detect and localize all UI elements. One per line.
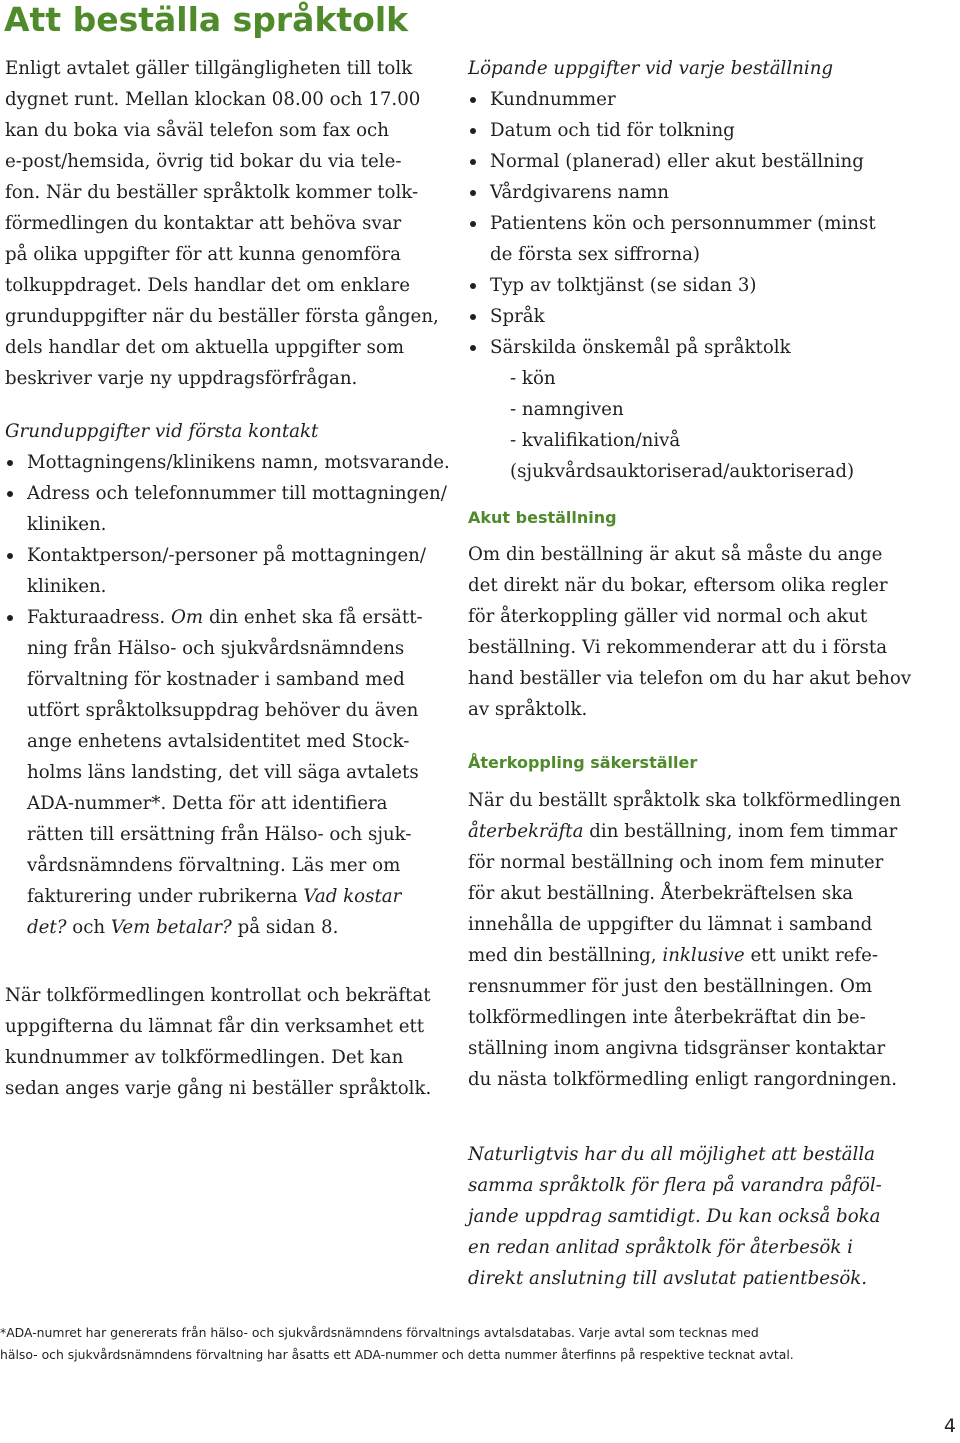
left-column xyxy=(5,53,455,1104)
list-item-continuation: ange enhetens avtalsidentitet med Stock- xyxy=(27,731,410,752)
text-line: När du beställt språktolk ska tolkförmedlingen xyxy=(468,790,901,811)
text-line xyxy=(468,940,938,971)
list-item-continuation: kliniken. xyxy=(27,514,107,535)
text-span: Fakturaadress. xyxy=(27,607,171,628)
page-number: 4 xyxy=(943,1415,956,1437)
aterkoppling-paragraph xyxy=(468,785,938,1095)
text-line: för återkoppling gäller vid normal och akut xyxy=(468,606,868,627)
text-line: grunduppgifter när du beställer första gången, xyxy=(5,306,439,327)
italic-span: det? xyxy=(27,917,67,938)
italic-note xyxy=(468,1139,938,1294)
list-item-continuation: utfört språktolksuppdrag behöver du även xyxy=(27,700,419,721)
list-item: Särskilda önskemål på språktolk xyxy=(468,332,938,363)
footnote-line: hälso- och sjukvårdsnämndens förvaltning har åsatts ett ADA-nummer och detta nummer återfinns på respektive tecknat avtal. xyxy=(0,1347,794,1362)
text-line: sedan anges varje gång ni beställer språktolk. xyxy=(5,1078,432,1099)
list-item-continuation: rätten till ersättning från Hälso- och sjuk- xyxy=(27,824,412,845)
text-line: på olika uppgifter för att kunna genomföra xyxy=(5,244,401,265)
list-item-continuation: kliniken. xyxy=(27,576,107,597)
list-item-continuation: ning från Hälso- och sjukvårdsnämndens xyxy=(27,638,405,659)
text-line: dels handlar det om aktuella uppgifter som xyxy=(5,337,405,358)
text-span: med din beställning, xyxy=(468,945,663,966)
page-title: Att beställa språktolk xyxy=(4,0,409,39)
list-item: Vårdgivarens namn xyxy=(468,177,938,208)
intro-paragraph xyxy=(5,53,455,394)
text-line xyxy=(468,816,938,847)
text-line: det direkt när du bokar, eftersom olika regler xyxy=(468,575,888,596)
sub-item: (sjukvårdsauktoriserad/auktoriserad) xyxy=(510,461,855,482)
text-line: fon. När du beställer språktolk kommer tolk- xyxy=(5,182,419,203)
list-item: Mottagningens/klinikens namn, motsvarande. xyxy=(5,447,455,478)
list-item-continuation: ADA-nummer*. Detta för att identifiera xyxy=(27,793,388,814)
list-item-continuation: vårdsnämndens förvaltning. Läs mer om xyxy=(27,855,401,876)
akut-heading: Akut beställning xyxy=(468,508,617,527)
text-line: av språktolk. xyxy=(468,699,588,720)
list-item: Språk xyxy=(468,301,938,332)
list-item-continuation: de första sex siffrorna) xyxy=(490,244,701,265)
text-line: Naturligtvis har du all möjlighet att beställa xyxy=(468,1144,875,1165)
sub-item: - kvalifikation/nivå xyxy=(510,430,681,451)
text-line: en redan anlitad språktolk för återbesök i xyxy=(468,1237,853,1258)
footnote-line: *ADA-numret har genererats från hälso- och sjukvårdsnämndens förvaltnings avtalsdatabas. Varje avtal som tecknas med xyxy=(0,1325,759,1340)
list-item-continuation: holms läns landsting, det vill säga avtalets xyxy=(27,762,419,783)
list-item-continuation: förvaltning för kostnader i samband med xyxy=(27,669,405,690)
list-item: Typ av tolktjänst (se sidan 3) xyxy=(468,270,938,301)
text-line: direkt anslutning till avslutat patientbesök. xyxy=(468,1268,868,1289)
text-line: tolkuppdraget. Dels handlar det om enklare xyxy=(5,275,410,296)
text-line: e-post/hemsida, övrig tid bokar du via tele- xyxy=(5,151,402,172)
italic-span: återbekräfta xyxy=(468,821,584,842)
italic-span: Vem betalar? xyxy=(110,917,232,938)
text-line: hand beställer via telefon om du har akut behov xyxy=(468,668,912,689)
italic-span: Om xyxy=(170,607,204,628)
text-line: Enligt avtalet gäller tillgängligheten till tolk xyxy=(5,58,413,79)
list-item xyxy=(5,602,455,633)
right-column xyxy=(468,53,938,1294)
list-item: Normal (planerad) eller akut beställning xyxy=(468,146,938,177)
text-line: Om din beställning är akut så måste du ange xyxy=(468,544,883,565)
text-span: och xyxy=(66,917,111,938)
footnote xyxy=(0,1322,960,1366)
text-span: på sidan 8. xyxy=(231,917,339,938)
sub-item: - kön xyxy=(510,368,556,389)
list-item: Datum och tid för tolkning xyxy=(468,115,938,146)
text-line: för akut beställning. Återbekräftelsen ska xyxy=(468,883,854,904)
text-line: innehålla de uppgifter du lämnat i samband xyxy=(468,914,873,935)
sub-item: - namngiven xyxy=(510,399,624,420)
list-item-continuation xyxy=(5,881,455,912)
italic-span: Vad kostar xyxy=(303,886,402,907)
text-line: kundnummer av tolkförmedlingen. Det kan xyxy=(5,1047,404,1068)
text-line: uppgifterna du lämnat får din verksamhet ett xyxy=(5,1016,425,1037)
text-line: förmedlingen du kontaktar att behöva svar xyxy=(5,213,402,234)
italic-span: inklusive xyxy=(662,945,745,966)
text-span: ett unikt refe- xyxy=(744,945,879,966)
text-span: din beställning, inom fem timmar xyxy=(583,821,898,842)
grunduppgifter-heading: Grunduppgifter vid första kontakt xyxy=(5,421,319,442)
text-line: beskriver varje ny uppdragsförfrågan. xyxy=(5,368,358,389)
akut-paragraph xyxy=(468,539,938,725)
text-span: din enhet ska få ersätt- xyxy=(203,607,423,628)
text-line: du nästa tolkförmedling enligt rangordningen. xyxy=(468,1069,898,1090)
text-line: rensnummer för just den beställningen. Om xyxy=(468,976,873,997)
aterkoppling-heading: Återkoppling säkerställer xyxy=(468,753,698,772)
lopande-heading: Löpande uppgifter vid varje beställning xyxy=(468,58,834,79)
list-item: Patientens kön och personnummer (minst xyxy=(468,208,938,239)
list-item: Kundnummer xyxy=(468,84,938,115)
text-line: beställning. Vi rekommenderar att du i första xyxy=(468,637,888,658)
text-line: dygnet runt. Mellan klockan 08.00 och 17.00 xyxy=(5,89,421,110)
text-line: för normal beställning och inom fem minuter xyxy=(468,852,884,873)
grunduppgifter-list xyxy=(5,447,455,943)
list-item-continuation xyxy=(5,912,455,943)
text-line: samma språktolk för flera på varandra påföl- xyxy=(468,1175,882,1196)
text-line: ställning inom angivna tidsgränser kontaktar xyxy=(468,1038,886,1059)
text-line: tolkförmedlingen inte återbekräftat din be- xyxy=(468,1007,866,1028)
text-line: När tolkförmedlingen kontrollat och bekräftat xyxy=(5,985,431,1006)
closing-paragraph xyxy=(5,980,455,1104)
list-item: Kontaktperson/-personer på mottagningen/ xyxy=(5,540,455,571)
text-line: jande uppdrag samtidigt. Du kan också boka xyxy=(468,1206,881,1227)
text-line: kan du boka via såväl telefon som fax och xyxy=(5,120,389,141)
list-item: Adress och telefonnummer till mottagningen/ xyxy=(5,478,455,509)
lopande-list xyxy=(468,84,938,487)
text-span: fakturering under rubrikerna xyxy=(27,886,304,907)
